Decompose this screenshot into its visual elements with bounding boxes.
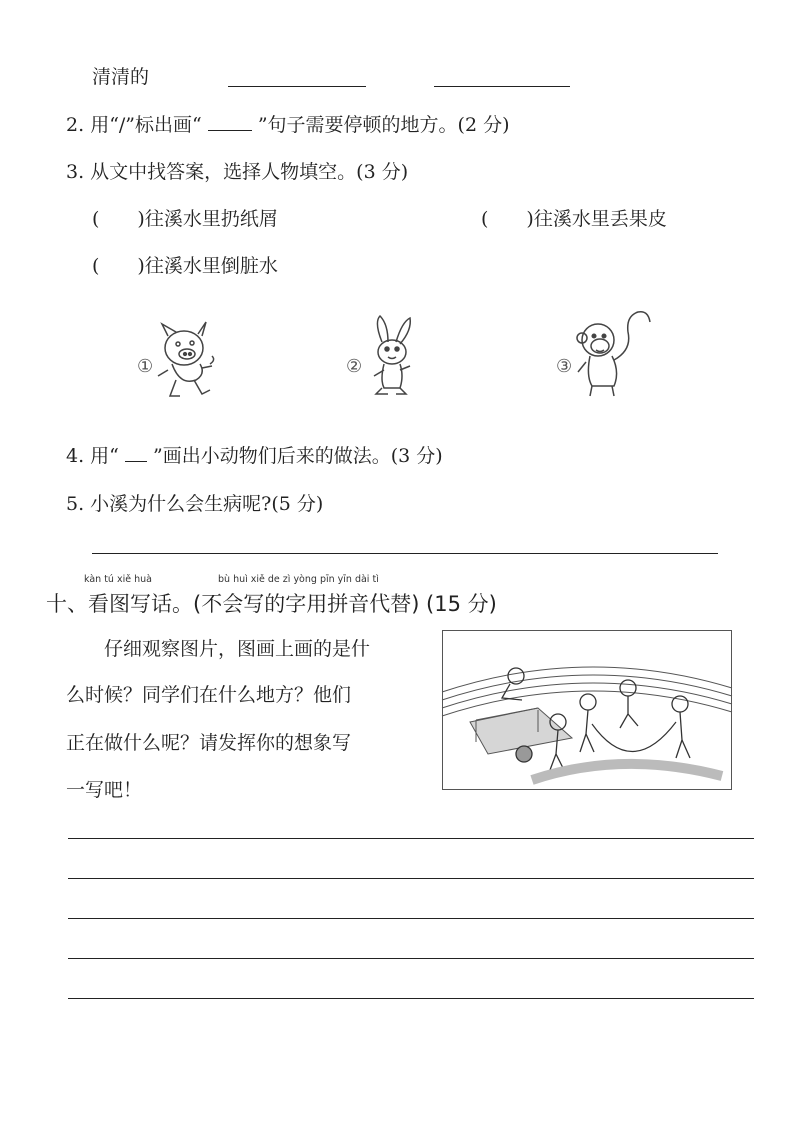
- answer-blank-1[interactable]: [228, 86, 366, 87]
- choice-label-1: ①: [137, 356, 154, 377]
- fill-item-2[interactable]: ( )往溪水里丢果皮: [481, 208, 667, 230]
- prompt-line-1: 仔细观察图片，图画上画的是什: [104, 638, 371, 660]
- pinyin-kan-tu-xie-hua: kàn tú xiě huà: [84, 574, 152, 585]
- underline-sample: [125, 461, 147, 462]
- question-2-post: ”句子需要停顿的地方。(2 分): [257, 114, 510, 136]
- writing-line-4[interactable]: [68, 958, 754, 959]
- writing-line-1[interactable]: [68, 838, 754, 839]
- fill-item-3[interactable]: ( )往溪水里倒脏水: [92, 255, 278, 277]
- rabbit-illustration: [362, 316, 432, 400]
- choice-label-2: ②: [346, 356, 363, 377]
- question-4: [66, 441, 443, 468]
- answer-line-q5[interactable]: [92, 553, 718, 554]
- prompt-line-2: 么时候？同学们在什么地方？他们: [66, 684, 352, 706]
- answer-blank-2[interactable]: [434, 86, 570, 87]
- question-3: 3. 从文中找答案，选择人物填空。(3 分): [66, 161, 409, 183]
- fill-item-1[interactable]: ( )往溪水里扔纸屑: [92, 208, 278, 230]
- prompt-line-3: 正在做什么呢？请发挥你的想象写: [66, 732, 352, 754]
- monkey-illustration: [572, 310, 656, 402]
- word-qingqingde: 清清的: [92, 66, 150, 88]
- choice-label-3: ③: [556, 356, 573, 377]
- question-2-pre: 用“/”标出画“: [90, 114, 202, 136]
- question-4-post: ”画出小动物们后来的做法。(3 分): [152, 445, 443, 467]
- prompt-line-4: 一写吧！: [66, 779, 143, 801]
- writing-line-5[interactable]: [68, 998, 754, 999]
- question-2-number: 2.: [66, 114, 85, 136]
- question-2: [66, 110, 510, 137]
- pinyin-instruction: bù huì xiě de zì yòng pīn yīn dài tì: [218, 574, 379, 585]
- question-4-pre: 4. 用“: [66, 445, 119, 467]
- double-underline-sample: [208, 130, 252, 131]
- playground-illustration: [442, 630, 732, 790]
- question-5: 5. 小溪为什么会生病呢?(5 分): [66, 493, 324, 515]
- writing-line-3[interactable]: [68, 918, 754, 919]
- pig-illustration: [150, 314, 230, 402]
- section-10-heading: 十、看图写话。(不会写的字用拼音代替) (15 分): [46, 592, 497, 616]
- writing-line-2[interactable]: [68, 878, 754, 879]
